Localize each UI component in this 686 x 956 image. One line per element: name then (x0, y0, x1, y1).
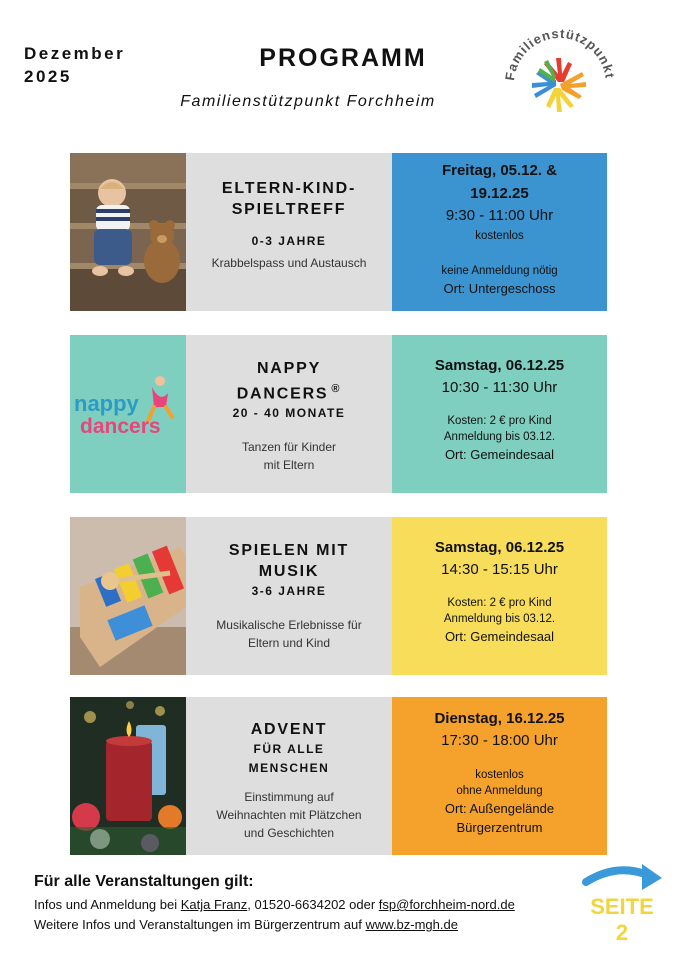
event-place: Ort: Gemeindesaal (444, 629, 555, 644)
event-date-line2: 19.12.25 (470, 185, 529, 202)
event-age: 3-6 JAHRE (251, 584, 327, 598)
year-label: 2025 (24, 67, 72, 86)
event-title-line2: SPIELTREFF (231, 201, 347, 218)
event-description-line1: Tanzen für Kinder (241, 440, 337, 455)
footer-text: , 01520-6634202 oder (247, 897, 379, 912)
event-cost: kostenlos (475, 769, 524, 781)
event-title-line1: SPIELEN MIT (228, 542, 350, 559)
next-page-number: 2 (615, 920, 629, 945)
event-place-line2: Bürgerzentrum (456, 820, 543, 835)
event-photo-candles (70, 697, 186, 855)
arrow-right-icon (586, 864, 662, 890)
event-age: 20 - 40 MONATE (232, 406, 346, 421)
event-details-3 (392, 517, 607, 675)
nappy-logo-word1: nappy (74, 391, 139, 416)
event-subtitle-line1: FÜR ALLE (253, 742, 325, 756)
event-place-line1: Ort: Außengelände (444, 801, 555, 816)
next-page-button[interactable] (578, 858, 668, 948)
event-time: 14:30 - 15:15 Uhr (441, 561, 558, 578)
event-description-line1: Einstimmung auf (244, 790, 334, 804)
event-details-4 (392, 697, 607, 855)
event-details-1 (392, 153, 607, 311)
event-registration: ohne Anmeldung (456, 785, 543, 797)
event-cost: Kosten: 2 € pro Kind (447, 597, 552, 609)
event-title-line2: MUSIK (258, 563, 320, 580)
event-info-4 (186, 697, 392, 855)
familienstuetzpunkt-logo (500, 22, 620, 132)
event-subtitle-line2: MENSCHEN (248, 761, 330, 775)
website-link[interactable]: www.bz-mgh.de (365, 917, 458, 932)
event-title: ADVENT (250, 721, 328, 738)
event-time: 9:30 - 11:00 Uhr (445, 207, 554, 224)
footer-heading: Für alle Veranstaltungen gilt: (34, 873, 254, 890)
page-subtitle: Familienstützpunkt Forchheim (180, 93, 436, 110)
event-time: 10:30 - 11:30 Uhr (441, 379, 558, 396)
event-cost: kostenlos (475, 230, 524, 242)
event-description-line1: Musikalische Erlebnisse für (216, 618, 362, 632)
nappy-logo-word2: dancers (80, 415, 161, 438)
footer-text: Infos und Anmeldung bei (34, 897, 181, 912)
next-page-label: SEITE (590, 894, 654, 919)
event-row-3 (70, 517, 607, 675)
event-row-1 (70, 153, 607, 311)
event-info-2 (186, 335, 392, 493)
event-registration: Anmeldung bis 03.12. (443, 431, 556, 443)
footer-website-line (34, 917, 458, 932)
hands-icon (532, 58, 586, 112)
footer-contact-line (34, 897, 515, 912)
event-date: Samstag, 06.12.25 (434, 539, 565, 556)
event-title-line1: ELTERN-KIND- (221, 180, 357, 197)
event-date-line1: Freitag, 05.12. & (441, 162, 558, 179)
event-row-4 (70, 697, 607, 855)
logo-text: Familienstützpunkt (502, 25, 618, 82)
event-age: 0-3 JAHRE (251, 234, 327, 248)
event-description-line2: mit Eltern (263, 458, 315, 473)
page-title: PROGRAMM (259, 44, 427, 72)
event-description-line2: Eltern und Kind (247, 636, 331, 650)
event-details-2 (392, 335, 607, 493)
event-info-1 (186, 153, 392, 311)
event-date: Dienstag, 16.12.25 (434, 710, 565, 727)
event-info-3 (186, 517, 392, 675)
event-place: Ort: Untergeschoss (443, 281, 556, 296)
event-title-line2: DANCERS (236, 385, 329, 403)
event-date: Samstag, 06.12.25 (434, 357, 565, 374)
registered-mark: ® (331, 383, 342, 395)
event-place: Ort: Gemeindesaal (444, 447, 555, 462)
event-time: 17:30 - 18:00 Uhr (441, 732, 558, 749)
month-label: Dezember (24, 44, 126, 63)
event-description: Krabbelspass und Austausch (211, 256, 367, 270)
event-registration: Anmeldung bis 03.12. (443, 613, 556, 625)
event-photo-xylophone (70, 517, 186, 675)
event-description-line3: und Geschichten (243, 826, 335, 840)
email-link[interactable]: fsp@forchheim-nord.de (378, 897, 515, 912)
footer-text: Weitere Infos und Veranstaltungen im Bürgerzentrum auf (34, 917, 366, 932)
contact-name-link[interactable]: Katja Franz (180, 897, 248, 912)
event-registration: keine Anmeldung nötig (441, 265, 558, 277)
event-cost: Kosten: 2 € pro Kind (447, 415, 552, 427)
event-title-line1: NAPPY (256, 360, 322, 377)
event-description-line2: Weihnachten mit Plätzchen (216, 808, 362, 822)
event-row-2 (70, 335, 607, 493)
nappy-dancers-logo (70, 335, 186, 493)
event-photo-toddler (70, 153, 186, 311)
